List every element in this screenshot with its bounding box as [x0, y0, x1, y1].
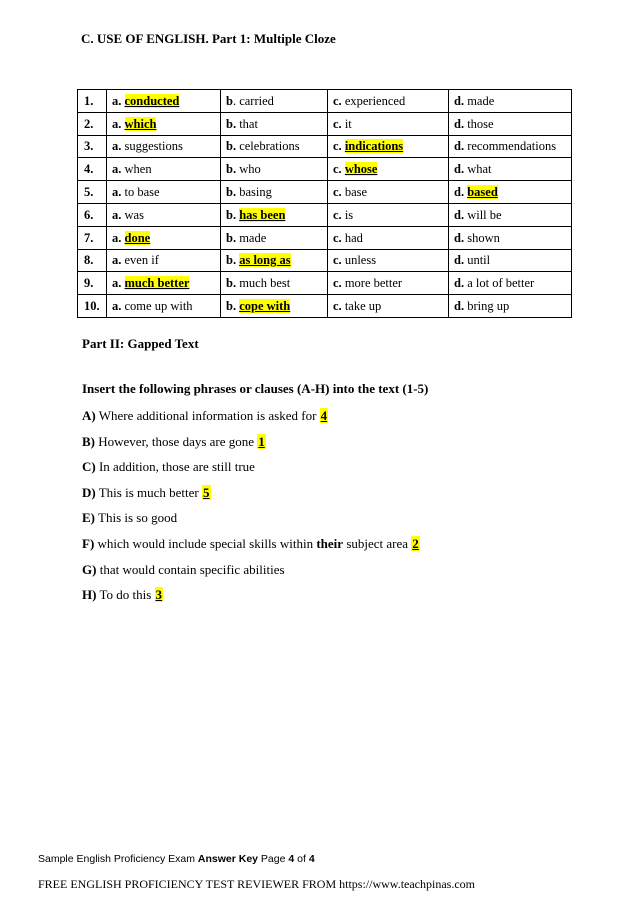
answer-option — [328, 181, 449, 204]
table-row — [78, 181, 572, 204]
option-text: had — [344, 230, 363, 245]
phrase-list — [82, 407, 420, 612]
option-letter: a. — [112, 185, 122, 200]
option-text: unless — [344, 253, 377, 268]
multiple-cloze-table — [77, 89, 572, 318]
answer-option — [107, 158, 221, 181]
option-text: when — [124, 162, 152, 177]
table-row — [78, 90, 572, 113]
option-text: it — [344, 116, 352, 131]
option-text: carried — [239, 93, 274, 108]
phrase-text-continued: subject area — [343, 535, 412, 551]
table-row — [78, 135, 572, 158]
correct-answer: much better — [124, 276, 190, 291]
question-number: 10. — [78, 295, 107, 318]
answer-option — [328, 203, 449, 226]
answer-option — [221, 181, 328, 204]
answer-option — [107, 181, 221, 204]
option-text: who — [239, 162, 261, 177]
question-number: 1. — [78, 90, 107, 113]
answer-option — [328, 272, 449, 295]
option-text: suggestions — [124, 139, 183, 154]
answer-option — [107, 295, 221, 318]
phrase-text: which would include special skills within — [97, 535, 317, 551]
option-letter: d. — [454, 207, 465, 222]
phrase-letter: E) — [82, 510, 95, 526]
answer-option — [449, 226, 572, 249]
answer-option — [107, 203, 221, 226]
option-letter: d. — [454, 230, 465, 245]
phrase-letter: B) — [82, 433, 95, 449]
gap-answer: 1 — [258, 433, 265, 449]
option-text: what — [467, 162, 492, 177]
option-letter: a. — [112, 116, 122, 131]
correct-answer: done — [124, 230, 151, 245]
option-text: shown — [467, 230, 500, 245]
answer-option — [449, 158, 572, 181]
answer-option — [449, 90, 572, 113]
phrase-text: To do this — [99, 587, 155, 603]
option-letter: a. — [112, 230, 122, 245]
phrase-emphasis: their — [316, 535, 344, 551]
answer-option — [449, 272, 572, 295]
phrase-text: In addition, those are still true — [98, 459, 255, 475]
answer-option — [449, 203, 572, 226]
answer-option — [107, 272, 221, 295]
table-row — [78, 249, 572, 272]
phrase-text: However, those days are gone — [98, 433, 258, 449]
option-text: will be — [467, 207, 502, 222]
question-number: 4. — [78, 158, 107, 181]
option-letter: b. — [226, 207, 237, 222]
option-letter: d. — [454, 139, 465, 154]
list-item — [82, 407, 420, 433]
option-letter: c. — [333, 207, 342, 222]
answer-option — [221, 295, 328, 318]
option-letter: b. — [226, 162, 237, 177]
option-letter: d. — [454, 253, 465, 268]
option-letter: a. — [112, 299, 122, 314]
list-item — [82, 433, 420, 459]
option-letter: b. — [226, 253, 237, 268]
option-letter: b. — [226, 230, 237, 245]
option-letter: c. — [333, 299, 342, 314]
option-letter: c. — [333, 276, 342, 291]
part-ii-instruction: Insert the following phrases or clauses (A-H) into the text (1-5) — [82, 381, 429, 396]
option-text: to base — [124, 185, 160, 200]
option-text: made — [467, 93, 495, 108]
option-text: made — [239, 230, 267, 245]
answer-option — [221, 135, 328, 158]
question-number: 9. — [78, 272, 107, 295]
option-text: celebrations — [239, 139, 300, 154]
question-number: 7. — [78, 226, 107, 249]
option-letter: d. — [454, 276, 465, 291]
option-text: those — [467, 116, 494, 131]
option-text: until — [467, 253, 491, 268]
phrase-text: This is so good — [98, 510, 178, 526]
phrase-text: Where additional information is asked for — [98, 408, 320, 423]
correct-answer: cope with — [239, 299, 291, 314]
answer-option — [328, 295, 449, 318]
option-letter: b. — [226, 299, 237, 314]
question-number: 6. — [78, 203, 107, 226]
table-row — [78, 158, 572, 181]
option-letter: a. — [112, 253, 122, 268]
correct-answer: which — [124, 116, 157, 131]
option-letter: d. — [454, 93, 465, 108]
answer-option — [328, 135, 449, 158]
option-text: take up — [344, 299, 382, 314]
option-text: much best — [239, 276, 291, 291]
answer-option — [328, 112, 449, 135]
footer-note: FREE ENGLISH PROFICIENCY TEST REVIEWER FROM https://www.teachpinas.com — [38, 877, 475, 891]
list-item — [82, 535, 420, 561]
correct-answer: has been — [239, 207, 286, 222]
table-row — [78, 112, 572, 135]
answer-option — [221, 226, 328, 249]
answer-option — [449, 249, 572, 272]
gap-answer: 2 — [412, 535, 419, 551]
phrase-letter: C) — [82, 459, 96, 475]
table-row — [78, 226, 572, 249]
gap-answer: 5 — [203, 484, 210, 500]
option-letter: c. — [333, 116, 342, 131]
answer-option — [221, 249, 328, 272]
table-row — [78, 203, 572, 226]
question-number: 3. — [78, 135, 107, 158]
option-text: a lot of better — [467, 276, 535, 291]
correct-answer: conducted — [124, 93, 180, 108]
answer-option — [449, 181, 572, 204]
gap-answer: 4 — [320, 408, 328, 423]
option-text: that — [239, 116, 258, 131]
option-letter: c. — [333, 93, 342, 108]
phrase-letter: A) — [82, 408, 96, 423]
option-text: is — [344, 207, 354, 222]
answer-option — [328, 158, 449, 181]
answer-option — [221, 158, 328, 181]
answer-option — [107, 112, 221, 135]
option-letter: b — [226, 93, 233, 108]
answer-option — [449, 135, 572, 158]
question-number: 5. — [78, 181, 107, 204]
option-text: basing — [239, 185, 272, 200]
answer-option: b. carried — [221, 90, 328, 113]
option-text: recommendations — [467, 139, 557, 154]
answer-option — [107, 90, 221, 113]
answer-option — [328, 90, 449, 113]
phrase-letter: H) — [82, 587, 97, 603]
option-text: bring up — [467, 299, 510, 314]
answer-option — [221, 112, 328, 135]
page-footer: Sample English Proficiency Exam Answer Key Page 4 of 4 — [38, 853, 315, 865]
answer-option — [107, 249, 221, 272]
correct-answer: as long as — [239, 253, 291, 268]
table-row — [78, 295, 572, 318]
option-text: was — [124, 207, 144, 222]
answer-option — [328, 249, 449, 272]
correct-answer: whose — [344, 162, 378, 177]
option-letter: b. — [226, 139, 237, 154]
phrase-text: that would contain specific abilities — [99, 561, 285, 577]
option-letter: a. — [112, 162, 122, 177]
phrase-letter: F) — [82, 535, 95, 551]
option-letter: c. — [333, 230, 342, 245]
option-letter: d. — [454, 162, 465, 177]
answer-option — [107, 226, 221, 249]
question-number: 8. — [78, 249, 107, 272]
option-letter: c. — [333, 162, 342, 177]
phrase-text: This is much better — [98, 484, 202, 500]
answer-option — [221, 272, 328, 295]
option-letter: b. — [226, 185, 237, 200]
option-letter: d. — [454, 299, 465, 314]
list-item — [82, 586, 420, 612]
gap-answer: 3 — [155, 587, 163, 603]
option-letter: a. — [112, 207, 122, 222]
correct-answer: based — [467, 185, 498, 200]
option-letter: d. — [454, 185, 465, 200]
answer-option — [221, 203, 328, 226]
list-item — [82, 484, 420, 510]
answer-option — [449, 112, 572, 135]
list-item — [82, 509, 420, 535]
list-item — [82, 561, 420, 587]
question-number: 2. — [78, 112, 107, 135]
option-text: even if — [124, 253, 159, 268]
answer-option — [328, 226, 449, 249]
option-letter: a. — [112, 93, 122, 108]
list-item — [82, 458, 420, 484]
option-letter: c. — [333, 185, 342, 200]
option-letter: c. — [333, 253, 342, 268]
answer-option — [449, 295, 572, 318]
correct-answer: indications — [344, 139, 404, 154]
option-text: experienced — [344, 93, 406, 108]
option-letter: b. — [226, 116, 237, 131]
option-letter: a. — [112, 139, 122, 154]
option-text: come up with — [124, 299, 193, 314]
option-letter: b. — [226, 276, 237, 291]
option-text: more better — [344, 276, 403, 291]
answer-option — [107, 135, 221, 158]
option-letter: a. — [112, 276, 122, 291]
phrase-letter: D) — [82, 484, 96, 500]
option-text: base — [344, 185, 368, 200]
phrase-letter: G) — [82, 561, 97, 577]
section-heading: C. USE OF ENGLISH. Part 1: Multiple Cloze — [81, 31, 336, 46]
option-letter: d. — [454, 116, 465, 131]
part-ii-title: Part II: Gapped Text — [82, 336, 199, 351]
option-letter: c. — [333, 139, 342, 154]
table-row — [78, 272, 572, 295]
